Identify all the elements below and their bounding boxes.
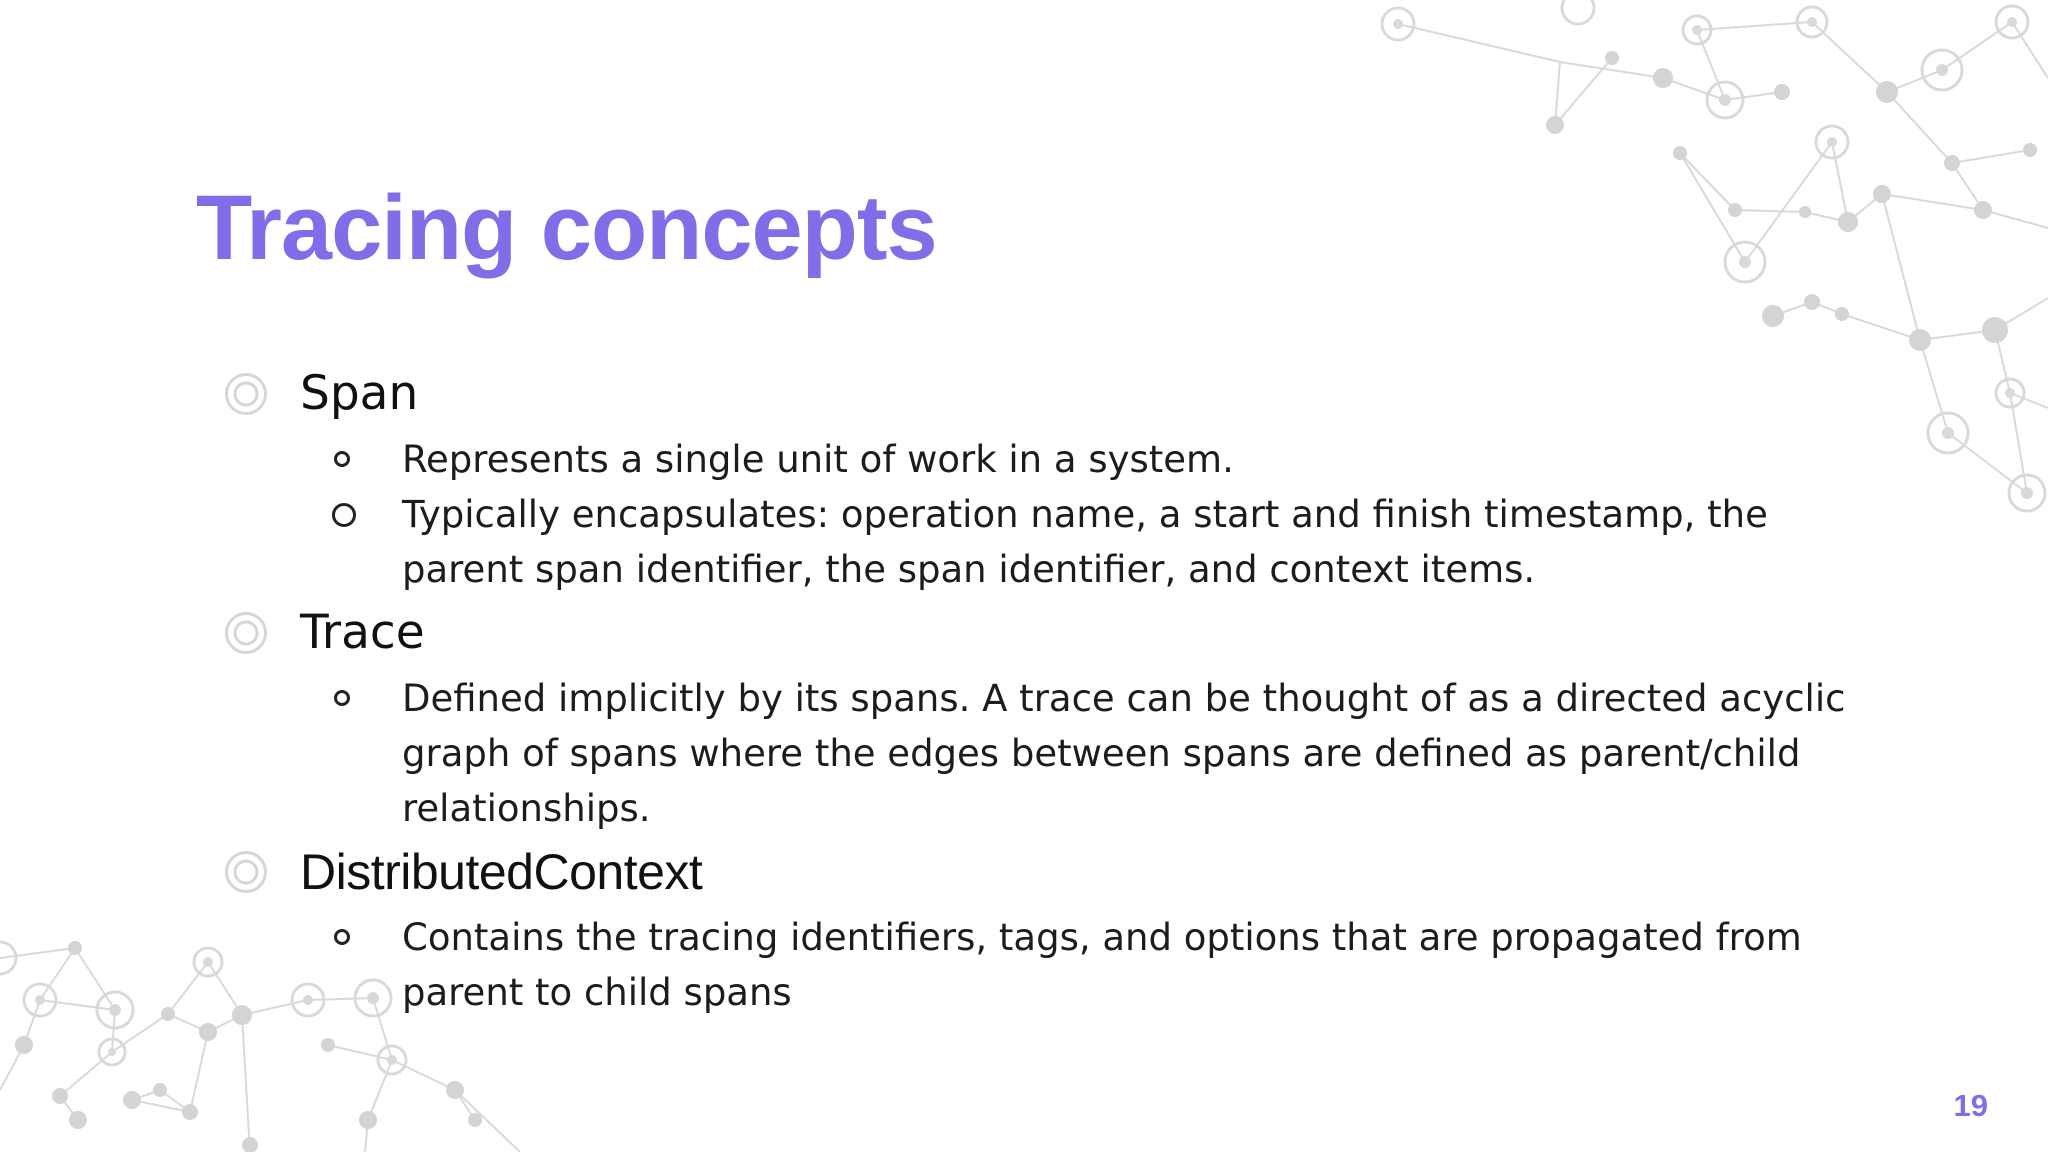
concept-description-text: Represents a single unit of work in a system. [402,438,1234,481]
concept-description [224,671,1884,836]
concept-label: Trace [300,605,425,660]
concept-description-text: Typically encapsulates: operation name, a start and finish timestamp, the parent span identifier, the span identifier, and context items. [402,493,1768,591]
concept-item-distributed-context [224,836,1884,1020]
concept-label: Span [300,366,419,421]
concept-description-text: Defined implicitly by its spans. A trace can be thought of as a directed acyclic graph of spans where the edges between spans are defined as parent/child relationships. [402,677,1846,830]
concept-description [224,432,1884,487]
target-bullet-icon [224,850,268,894]
page-number: 19 [1953,1088,1988,1123]
circle-bullet-icon [334,929,350,945]
concept-item-span [224,358,1884,597]
circle-bullet-icon [334,690,350,706]
concept-description-text: Contains the tracing identifiers, tags, and options that are propagated from parent to child spans [402,916,1802,1014]
concept-description [224,910,1884,1020]
concept-item-trace [224,597,1884,836]
slide-title: Tracing concepts [196,177,937,279]
target-bullet-icon [224,611,268,655]
target-bullet-icon [224,372,268,416]
circle-bullet-icon [332,503,356,527]
concept-description [224,487,1884,597]
concept-list [224,358,1884,1020]
circle-bullet-icon [334,451,350,467]
concept-label: DistributedContext [300,844,703,900]
